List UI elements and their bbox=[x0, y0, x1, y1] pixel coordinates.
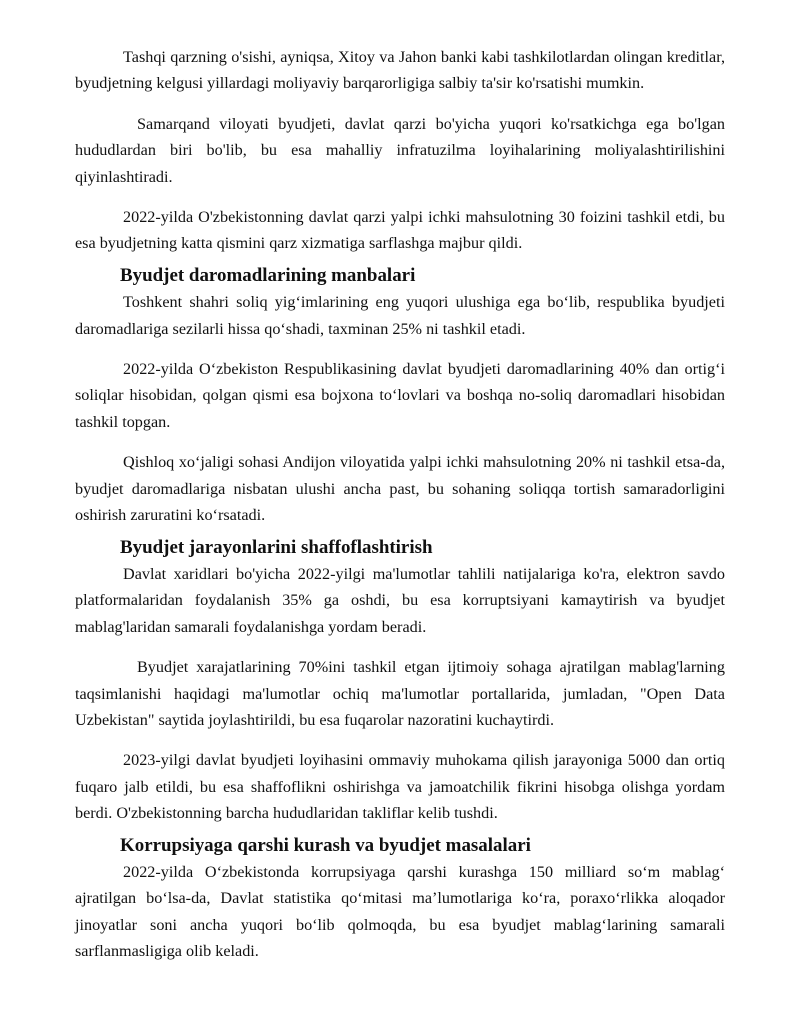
paragraph-agriculture-andijan: Qishloq xo‘jaligi sohasi Andijon viloyatida yalpi ichki mahsulotning 20% ni tashkil etsa-da, byudjet daromadlariga nisbatan ulushi ancha past, bu sohaning soliqqa tortish samaradorligini oshirish zaruratini ko‘rsatadi. bbox=[75, 453, 725, 525]
paragraph-public-debt-2022: 2022-yilda O'zbekistonning davlat qarzi yalpi ichki mahsulotning 30 foizini tashkil etdi, bu esa byudjetning katta qismini qarz xizmatiga sarflashga majbur qildi. bbox=[75, 208, 725, 253]
section-heading-anticorruption: Korrupsiyaga qarshi kurash va byudjet masalalari bbox=[120, 834, 531, 856]
section-heading-revenue-sources: Byudjet daromadlarining manbalari bbox=[120, 264, 416, 286]
section-heading-transparency: Byudjet jarayonlarini shaffoflashtirish bbox=[120, 536, 433, 558]
paragraph-tashkent-tax: Toshkent shahri soliq yig‘imlarining eng yuqori ulushiga ega bo‘lib, respublika byudjeti daromadlariga sezilarli hissa qo‘shadi, taxminan 25% ni tashkil etadi. bbox=[75, 293, 725, 338]
paragraph-anticorruption-funding: 2022-yilda O‘zbekistonda korrupsiyaga qarshi kurashga 150 milliard so‘m mablag‘ ajratilgan bo‘lsa-da, Davlat statistika qo‘mitasi ma’lumotlariga ko‘ra, poraxo‘rlikka aloqador jinoyatlar soni ancha yuqori bo‘lib qolmoqda, bu esa byudjet mablag‘larining samarali sarflanmasligiga olib keladi. bbox=[75, 862, 725, 961]
paragraph-public-discussion: 2023-yilgi davlat byudjeti loyihasini ommaviy muhokama qilish jarayoniga 5000 dan ortiq fuqaro jalb etildi, bu esa shaffoflikni oshirishga va jamoatchilik fikrini hisobga olishga yordam berdi. O'zbekistonning barcha hududlaridan takliflar kelib tushdi. bbox=[75, 751, 725, 823]
paragraph-social-spending: Byudjet xarajatlarining 70%ini tashkil etgan ijtimoiy sohaga ajratilgan mablag'larning taqsimlanishi haqidagi ma'lumotlar ochiq ma'lumotlar portallarida, jumladan, "Open Data Uzbekistan" saytida joylashtirildi, bu esa fuqarolar nazoratini kuchaytirdi. bbox=[75, 658, 725, 729]
paragraph-public-procurement: Davlat xaridlari bo'yicha 2022-yilgi ma'lumotlar tahlili natijalariga ko'ra, elektron savdo platformalaridan foydalanish 35% ga oshdi, bu esa korruptsiyani kamaytirish va byudjet mablag'laridan samarali foydalanishga yordam beradi. bbox=[75, 564, 725, 636]
paragraph-budget-revenue-2022: 2022-yilda O‘zbekiston Respublikasining davlat byudjeti daromadlarining 40% dan ortig‘i soliqlar hisobidan, qolgan qismi esa bojxona to‘lovlari va boshqa no-soliq daromadlari hisobidan tashkil topgan. bbox=[75, 360, 725, 431]
paragraph-external-debt: Tashqi qarzning o'sishi, ayniqsa, Xitoy va Jahon banki kabi tashkilotlardan olingan kreditlar, byudjetning kelgusi yillardagi moliyaviy barqarorligiga salbiy ta'sir ko'rsatishi mumkin. bbox=[75, 48, 725, 93]
paragraph-samarqand-debt: Samarqand viloyati byudjeti, davlat qarzi bo'yicha yuqori ko'rsatkichga ega bo'lgan hududlardan biri bo'lib, bu esa mahalliy infratuzilma loyihalarining moliyalashtirilishini qiyinlashtiradi. bbox=[75, 114, 725, 186]
document-page bbox=[75, 44, 725, 965]
